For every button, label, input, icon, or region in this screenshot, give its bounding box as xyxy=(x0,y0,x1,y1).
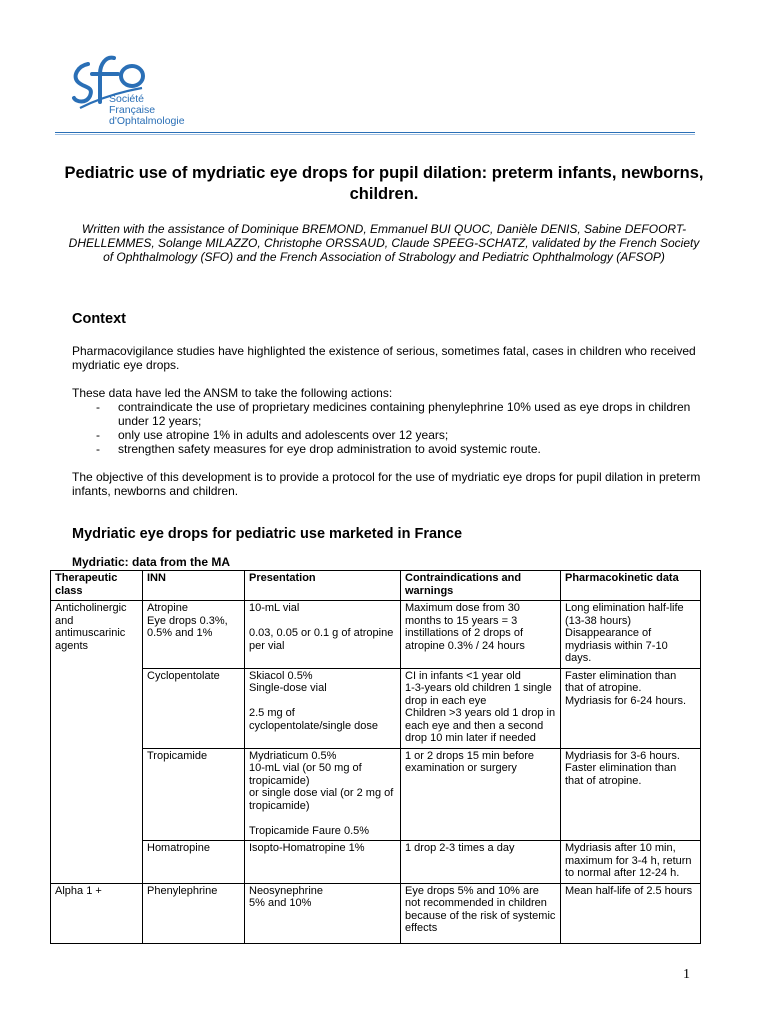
context-paragraph-1: Pharmacovigilance studies have highlighted the existence of serious, sometimes fatal, cases in children who received mydriatic eye drops. xyxy=(72,344,696,372)
inn-cell: Homatropine xyxy=(143,841,245,884)
pk-cell: Mean half-life of 2.5 hours xyxy=(561,883,701,943)
class-cell-alpha: Alpha 1 + xyxy=(51,883,143,943)
actions-list xyxy=(72,400,702,456)
pk-cell: Faster elimination than that of atropine. Mydriasis for 6-24 hours. xyxy=(561,668,701,748)
table-caption: Mydriatic: data from the MA xyxy=(72,555,231,569)
logo-line-3: d'Ophtalmologie xyxy=(109,115,185,127)
list-item: - contraindicate the use of proprietary medicines containing phenylephrine 10% used as eye drops in children under 12 years; xyxy=(96,400,691,428)
table-row xyxy=(51,841,701,884)
col-header-presentation: Presentation xyxy=(245,571,401,601)
list-item: - strengthen safety measures for eye drop administration to avoid systemic route. xyxy=(96,442,541,456)
document-title: Pediatric use of mydriatic eye drops for pupil dilation: preterm infants, newborns, children. xyxy=(64,164,704,203)
context-paragraph-2: These data have led the ANSM to take the following actions: xyxy=(72,386,393,400)
presentation-cell: Mydriaticum 0.5% 10-mL vial (or 50 mg of tropicamide) or single dose vial (or 2 mg of tropicamide) Tropicamide Faure 0.5% xyxy=(245,748,401,841)
pk-cell: Mydriasis for 3-6 hours. Faster elimination than that of atropine. xyxy=(561,748,701,841)
pk-cell: Mydriasis after 10 min, maximum for 3-4 h, return to normal after 12-24 h. xyxy=(561,841,701,884)
context-heading: Context xyxy=(72,311,126,327)
logo-line-1: Société xyxy=(109,93,145,105)
inn-cell: Phenylephrine xyxy=(143,883,245,943)
contra-cell: 1 or 2 drops 15 min before examination or surgery xyxy=(401,748,561,841)
col-header-inn: INN xyxy=(143,571,245,601)
presentation-cell: 10-mL vial 0.03, 0.05 or 0.1 g of atropine per vial xyxy=(245,601,401,669)
inn-cell: Cyclopentolate xyxy=(143,668,245,748)
table-row xyxy=(51,883,701,943)
table-row xyxy=(51,748,701,841)
presentation-cell: Neosynephrine 5% and 10% xyxy=(245,883,401,943)
logo-line-2: Française xyxy=(109,104,156,116)
col-header-contra: Contraindications and warnings xyxy=(401,571,561,601)
col-header-pk: Pharmacokinetic data xyxy=(561,571,701,601)
presentation-cell: Isopto-Homatropine 1% xyxy=(245,841,401,884)
contra-cell: 1 drop 2-3 times a day xyxy=(401,841,561,884)
header-rule-secondary xyxy=(55,134,695,135)
logo-org-name xyxy=(109,94,185,127)
class-cell-anticholinergic: Anticholinergic and antimuscarinic agents xyxy=(51,601,143,884)
contra-cell: CI in infants <1 year old 1-3-years old children 1 single drop in each eye Children >3 years old 1 drop in each eye and then a second drop 10 min later if needed xyxy=(401,668,561,748)
table-header-row xyxy=(51,571,701,601)
table-row xyxy=(51,668,701,748)
col-header-class: Therapeutic class xyxy=(51,571,143,601)
contra-cell: Maximum dose from 30 months to 15 years = 3 instillations of 2 drops of atropine 0.3% / 24 hours xyxy=(401,601,561,669)
page-number: 1 xyxy=(683,967,690,982)
context-paragraph-3: The objective of this development is to provide a protocol for the use of mydriatic eye drops for pupil dilation in preterm infants, newborns and children. xyxy=(72,470,701,498)
header-rule xyxy=(55,132,695,133)
contra-cell: Eye drops 5% and 10% are not recommended in children because of the risk of systemic effects xyxy=(401,883,561,943)
mydriatic-table xyxy=(50,570,701,944)
section-heading-mydriatic: Mydriatic eye drops for pediatric use marketed in France xyxy=(72,526,463,542)
pk-cell: Long elimination half-life (13-38 hours) Disappearance of mydriasis within 7-10 days. xyxy=(561,601,701,669)
inn-cell: Tropicamide xyxy=(143,748,245,841)
table-row xyxy=(51,601,701,669)
list-item: - only use atropine 1% in adults and adolescents over 12 years; xyxy=(96,428,449,442)
inn-cell: Atropine Eye drops 0.3%, 0.5% and 1% xyxy=(143,601,245,669)
presentation-cell: Skiacol 0.5% Single-dose vial 2.5 mg of cyclopentolate/single dose xyxy=(245,668,401,748)
authors-note: Written with the assistance of Dominique BREMOND, Emmanuel BUI QUOC, Danièle DENIS, Sabine DEFOORT-DHELLEMMES, Solange MILAZZO, Christophe ORSSAUD, Claude SPEEG-SCHATZ, validated by the French Society of Ophthalmology (SFO) and the French Association of Strabology and Pediatric Ophthalmology (AFSOP) xyxy=(68,222,700,264)
